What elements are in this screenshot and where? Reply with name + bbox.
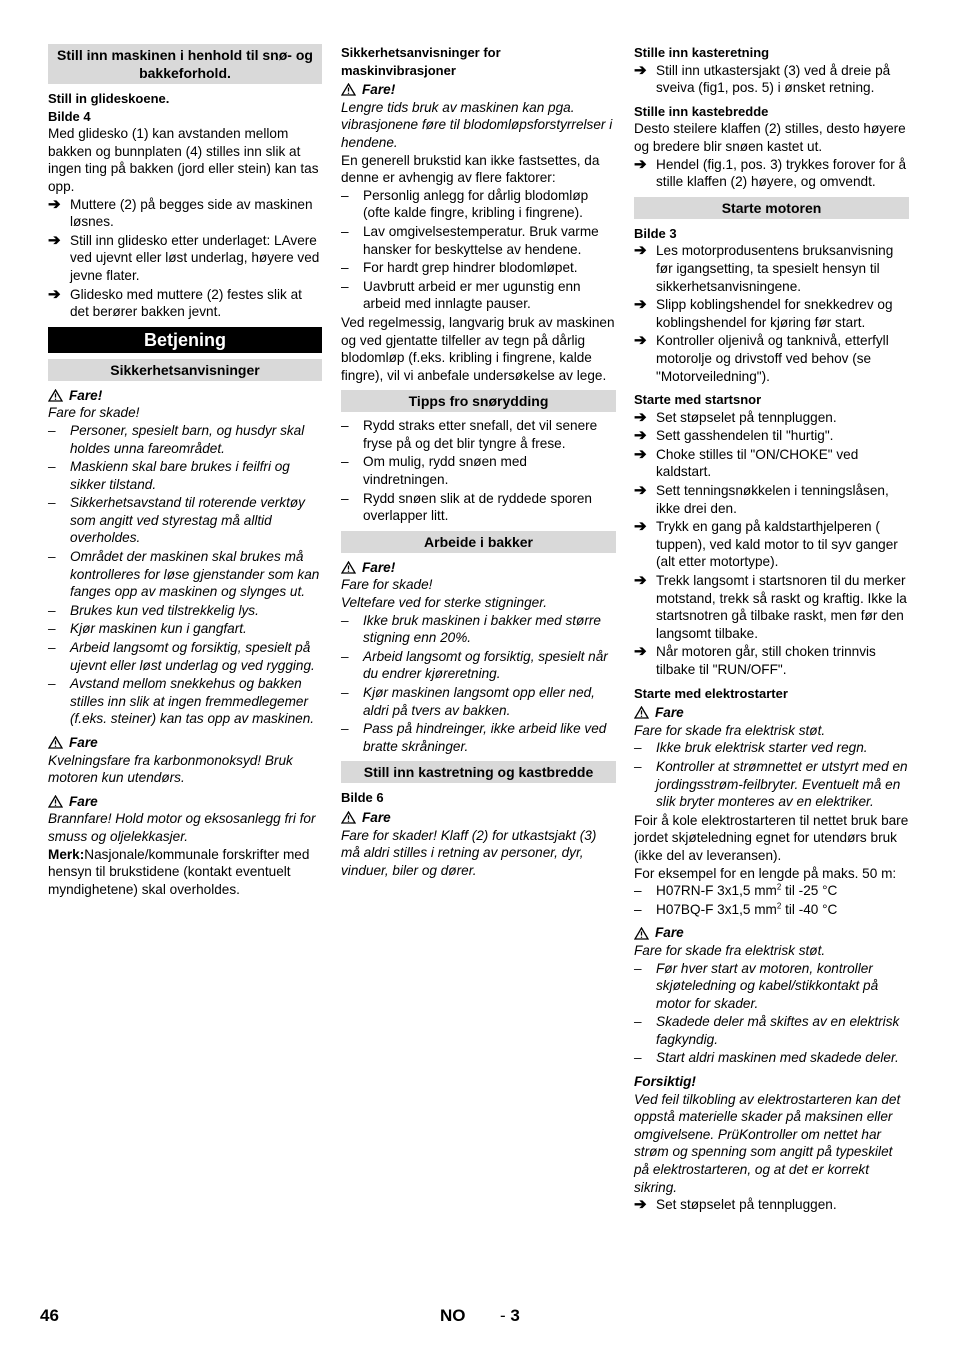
list-item: – Kontroller at strømnettet er utstyrt med en jordingsstrøm-feilbryter. Eventuelt må en slik bryter monteres av en elektriker. [634, 758, 909, 811]
caution-heading: Forsiktig! [634, 1074, 696, 1090]
note: Merk:Nasjonale/kommunale forskrifter med hensyn til brukstidene (kontakt eventuelt myndighetene) skal overholdes. [48, 846, 310, 897]
list-item: – Personer, spesielt barn, og husdyr skal holdes unna fareområdet. [48, 422, 322, 457]
step-list [634, 156, 909, 191]
language-code: NO [440, 1306, 466, 1325]
arrow-icon: ➔ [48, 285, 61, 303]
step-item: ➔ Trykk en gang på kaldstarthjelperen ( tuppen), ved kald motor to til syv ganger (alt etter motortype). [634, 518, 898, 570]
step-list [634, 409, 909, 679]
paragraph: For eksempel for en lengde på maks. 50 m: [634, 865, 897, 881]
warning-heading: Fare [634, 924, 909, 942]
arrow-icon: ➔ [634, 427, 647, 445]
list-item: – Ikke bruk maskinen i bakker med større stigning enn 20%. [341, 612, 616, 647]
step-item: ➔ Set støpselet på tennpluggen. [634, 408, 837, 426]
subheading-electric: Starte med elektrostarter [634, 685, 788, 701]
warning-text: Fare for skade! [341, 577, 433, 593]
warning-text: Veltefare ved for sterke stigninger. [341, 595, 548, 611]
column-3 [634, 44, 909, 1215]
safety-list [48, 422, 322, 728]
list-item: – Rydd straks etter snefall, det vil senere fryse på og det blir tyngre å frese. [341, 417, 616, 452]
warning-heading: Fare [48, 734, 322, 752]
warning-heading: Fare [48, 793, 322, 811]
list-item: – Avstand mellom snekkehus og bakken stilles inn slik at ingen fremmedlegemer (f.eks. steiner) kan tas opp av maskinen. [48, 675, 322, 728]
list-item: – H07BQ-F 3x1,5 $mm^2$ til -40 °C [634, 901, 909, 919]
paragraph: En generell brukstid kan ikke fastsettes, da denne er avhengig av flere faktorer: [341, 152, 600, 186]
step-item: ➔ Glidesko med muttere (2) festes slik at det berører bakken jevnt. [48, 285, 302, 320]
subheading-width: Stille inn kastebredde [634, 103, 769, 119]
warning-triangle-icon [634, 927, 649, 940]
warning-triangle-icon [48, 736, 63, 749]
arrow-icon: ➔ [634, 482, 647, 500]
section-heading-slopes: Arbeide i bakker [341, 531, 616, 553]
list-item: – Brukes kun ved tilstrekkelig lys. [48, 602, 322, 620]
subheading-vibration: Sikkerhetsanvisninger for maskinvibrasjoner [341, 45, 501, 78]
section-heading-tips: Tipps fro snørydding [341, 390, 616, 412]
arrow-icon: ➔ [48, 231, 61, 249]
step-item: ➔ Still inn utkastersjakt (3) ved å dreie på sveiva (fig1, pos. 5) i ønsket retning. [634, 61, 891, 96]
step-item: ➔ Sett tenningsnøkkelen i tenningslåsen, ikke drei den. [634, 482, 889, 516]
arrow-icon: ➔ [634, 332, 647, 350]
warning-text: Fare for skader! Klaff (2) for utkastsjakt (3) må aldri stilles i retning av personer, dyr, vinduer, biler og dører. [341, 827, 597, 878]
section-heading-start: Starte motoren [634, 197, 909, 219]
list-item: – Arbeid langsomt og forsiktig, spesielt på ujevnt eller løst underlag og ved rygging. [48, 639, 322, 674]
section-heading-safety: Sikkerhetsanvisninger [48, 359, 322, 381]
warning-text: Fare for skade fra elektrisk støt. [634, 942, 826, 958]
figure-ref: Bilde 3 [634, 225, 677, 241]
list-item: – H07RN-F 3x1,5 $mm^2$ til -25 °C [634, 882, 909, 900]
list-item: – Skadede deler må skiftes av en elektrisk fagkyndig. [634, 1013, 909, 1048]
paragraph: Desto steilere klaffen (2) stilles, desto høyere og bredere blir snøen kastet ut. [634, 121, 906, 154]
warning-triangle-icon [48, 389, 63, 402]
arrow-icon: ➔ [634, 445, 647, 463]
list-item: – Før hver start av motoren, kontroller skjøteledning og kabel/stikkontakt på motor for skader. [634, 960, 909, 1013]
warning-heading: Fare! [48, 387, 322, 405]
list-item: – For hardt grep hindrer blodomløpet. [341, 259, 616, 277]
step-item: ➔ Les motorprodusentens bruksanvisning før igangsetting, ta spesielt hensyn til sikkerhetsanvisningene. [634, 242, 894, 294]
section-number: - 3 [500, 1306, 520, 1325]
figure-ref: Bilde 6 [341, 790, 384, 806]
warning-heading: Fare! [341, 81, 616, 99]
warning-text: Brannfare! Hold motor og eksosanlegg fri for smuss og oljelekkasjer. [48, 811, 316, 844]
arrow-icon: ➔ [634, 518, 647, 536]
arrow-icon: ➔ [48, 195, 61, 213]
warning-text: Kvelningsfare fra karbonmonoksyd! Bruk motoren kun utendørs. [48, 752, 293, 786]
step-item: ➔ Slipp koblingshendel for snekkedrev og koblingshendel for kjøring før start. [634, 296, 893, 330]
electric-list [634, 739, 909, 810]
list-item: – Lav omgivelsestemperatur. Bruk varme hansker for beskyttelse av hendene. [341, 223, 616, 258]
step-item: ➔ Set støpselet på tennpluggen. [634, 1196, 837, 1214]
warning-text: Fare for skade! [48, 405, 140, 421]
arrow-icon: ➔ [634, 242, 647, 260]
warning-text: Lengre tids bruk av maskinen kan pga. vibrasjonene føre til blodomløpsforstyrrelser i hendene. [341, 99, 613, 150]
section-heading-adjust: Still inn maskinen i henhold til snø- og bakkeforhold. [48, 44, 322, 84]
step-item: ➔ Still inn glidesko etter underlaget: LAvere ved ujevnt eller løst underlag, høyere ved jevne flater. [48, 231, 320, 283]
step-item: ➔ Hendel (fig.1, pos. 3) trykkes forover for å stille klaffen (2) høyere, og omvendt. [634, 155, 907, 190]
paragraph: Med glidesko (1) kan avstanden mellom bakken og bunnplaten (4) stilles inn slik at ingen ting på bakken (jord eller stein) kan tas opp. [48, 126, 319, 194]
section-heading-throw: Still inn kastretning og kastbredde [341, 761, 616, 783]
list-item: – Maskienn skal bare brukes i feilfri og sikker tilstand. [48, 458, 322, 493]
figure-ref: Bilde 4 [48, 108, 91, 124]
list-item: – Start aldri maskinen med skadede deler. [634, 1049, 909, 1067]
list-item: – Uavbrutt arbeid er mer ugunstig enn arbeid med innlagte pauser. [341, 278, 616, 313]
cable-list [634, 882, 909, 918]
column-2 [341, 44, 616, 879]
warning-triangle-icon [634, 706, 649, 719]
subheading-skids: Still in glideskoene. [48, 91, 170, 106]
step-item: ➔ Choke stilles til "ON/CHOKE" ved kaldstart. [634, 445, 859, 480]
list-item: – Pass på hindreinger, ikke arbeid like ved bratte skråninger. [341, 720, 616, 755]
step-item: ➔ Når motoren går, still choken trinnvis tilbake til "RUN/OFF". [634, 643, 876, 677]
list-item: – Rydd snøen slik at de ryddede sporen overlapper litt. [341, 490, 616, 525]
list-item: – Sikkerhetsavstand til roterende verktøy som angitt ved styrestag må alltid overholdes. [48, 494, 322, 547]
step-list [634, 1196, 909, 1214]
arrow-icon: ➔ [634, 296, 647, 314]
chapter-heading: Betjening [48, 327, 322, 353]
step-item: ➔ Kontroller oljenivå og tanknivå, etterfyll motorolje og drivstoff ved behov (se "Motorveiledning"). [634, 332, 889, 384]
list-item: – Personlig anlegg for dårlig blodomløp (ofte kalde fingre, kribling i fingrene). [341, 187, 616, 222]
warning-triangle-icon [341, 83, 356, 96]
list-item: – Ikke bruk elektrisk starter ved regn. [634, 739, 909, 757]
list-item: – Området der maskinen skal brukes må kontrolleres for løse gjenstander som kan fanges opp av maskinen og slynges ut. [48, 548, 322, 601]
arrow-icon: ➔ [634, 155, 647, 173]
step-list [634, 242, 909, 385]
arrow-icon: ➔ [634, 61, 647, 79]
step-list [634, 62, 909, 97]
subheading-pullcord: Starte med startsnor [634, 392, 762, 408]
list-item: – Kjør maskinen langsomt opp eller ned, aldri på tvers av bakken. [341, 684, 616, 719]
paragraph: Foir å kole elektrostarteren til nettet bruk bare jordet skjøteledning egnet for utendørs bruk (ikke del av leveransen). [634, 812, 909, 863]
arrow-icon: ➔ [634, 408, 647, 426]
step-list [48, 196, 322, 321]
slope-list [341, 612, 616, 756]
arrow-icon: ➔ [634, 643, 647, 661]
warning-heading: Fare [634, 704, 909, 722]
electric-list [634, 960, 909, 1068]
step-item: ➔ Sett gasshendelen til "hurtig". [634, 427, 834, 445]
warning-triangle-icon [341, 811, 356, 824]
warning-triangle-icon [48, 795, 63, 808]
warning-text: Fare for skade fra elektrisk støt. [634, 722, 826, 738]
warning-heading: Fare [341, 809, 616, 827]
warning-triangle-icon [341, 561, 356, 574]
step-item: ➔ Muttere (2) på begges side av maskinen løsnes. [48, 195, 313, 230]
column-1 [48, 44, 322, 898]
paragraph: Ved regelmessig, langvarig bruk av maskinen og ved gjentatte tilfeller av tegn på dårlig blodomløp (f.eks. kribling i fingrene, kalde fingre), vil vi anbefale undersøkelse av lege. [341, 314, 615, 383]
page-number: 46 [40, 1306, 59, 1325]
factor-list [341, 187, 616, 313]
step-item: ➔ Trekk langsomt i startsnoren til du merker motstand, trekk så raskt og kraftig. Ikke la startsnotren gå tilbake raskt, men før den langsomt tilbake. [634, 572, 907, 641]
warning-heading: Fare! [341, 559, 616, 577]
caution-text: Ved feil tilkobling av elektrostarteren kan det oppstå materielle skader på maksinen eller omgivelsene. PrüKontroller om nettet har strøm og spenning som angitt på typeskilet på elektrostarteren, og at det er korrekt sikring. [634, 1091, 901, 1195]
arrow-icon: ➔ [634, 572, 647, 590]
list-item: – Om mulig, rydd snøen med vindretningen. [341, 453, 616, 488]
list-item: – Arbeid langsomt og forsiktig, spesielt når du endrer kjøreretning. [341, 648, 616, 683]
arrow-icon: ➔ [634, 1196, 647, 1214]
tips-list [341, 417, 616, 525]
subheading-direction: Stille inn kasteretning [634, 45, 770, 60]
list-item: – Kjør maskinen kun i gangfart. [48, 620, 322, 638]
